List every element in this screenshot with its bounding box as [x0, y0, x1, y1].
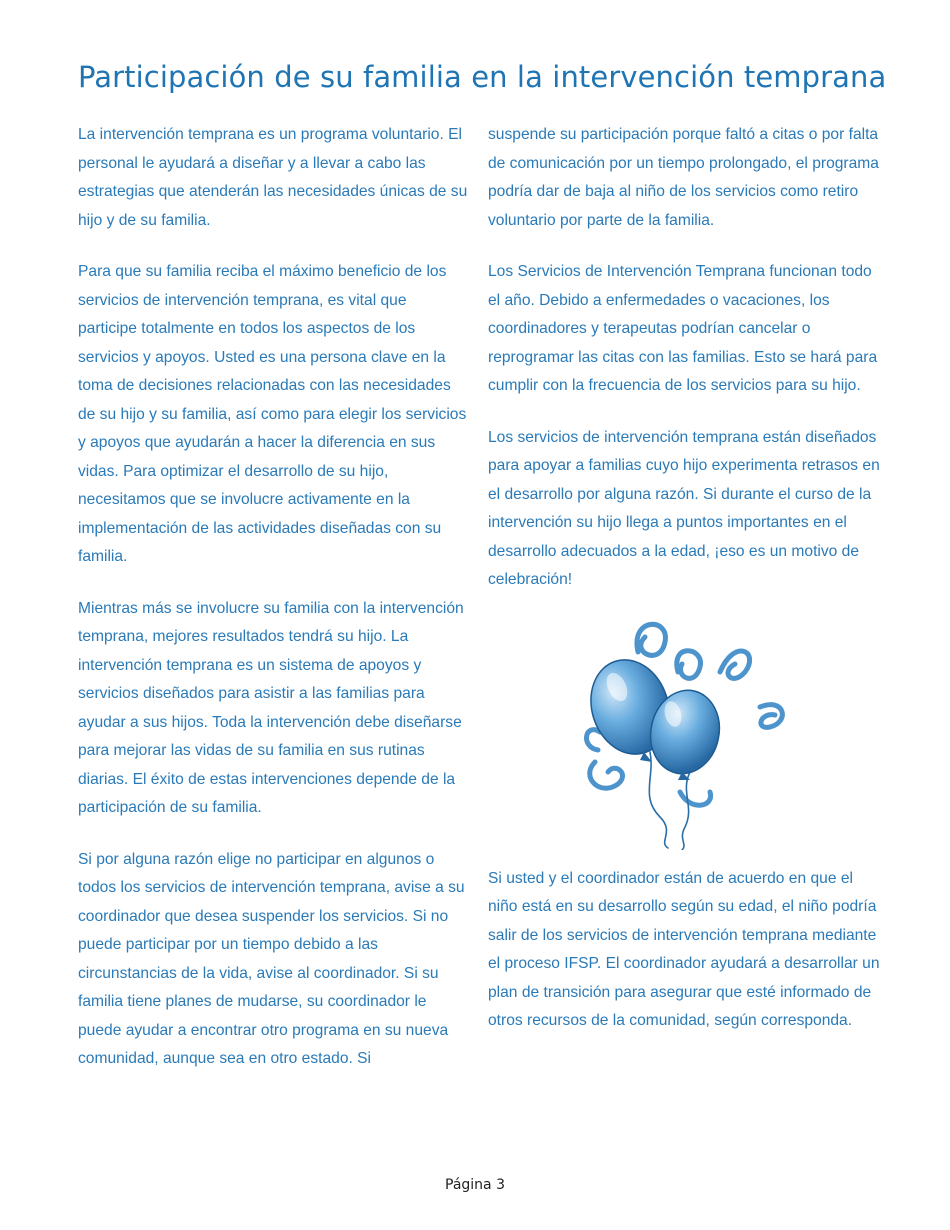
left-column	[78, 121, 468, 1097]
paragraph: Si usted y el coordinador están de acuerdo en que el niño está en su desarrollo según su edad, el niño podría salir de los servicios de intervención temprana mediante el proceso IFSP. El coordinador ayudará a desarrollar un plan de transición para asegurar que esté informado de otros recursos de la comunidad, según corresponda.	[488, 869, 880, 1029]
balloons-illustration	[560, 612, 860, 850]
paragraph: Los Servicios de Intervención Temprana funcionan todo el año. Debido a enfermedades o vacaciones, los coordinadores y terapeutas podrían cancelar o reprogramar las citas con las familias. Esto se hará para cumplir con la frecuencia de los servicios para su hijo.	[488, 263, 878, 394]
balloons-icon	[560, 612, 860, 850]
paragraph: Los servicios de intervención temprana están diseñados para apoyar a familias cuyo hijo experimenta retrasos en el desarrollo por alguna razón. Si durante el curso de la intervención su hijo llega a puntos importantes en el desarrollo adecuados a la edad, ¡eso es un motivo de celebración!	[488, 428, 880, 588]
paragraph: suspende su participación porque faltó a citas o por falta de comunicación por un tiempo prolongado, el programa podría dar de baja al niño de los servicios como retiro voluntario por parte de la familia.	[488, 126, 879, 229]
page-title: Participación de su familia en la intervención temprana	[78, 60, 887, 94]
paragraph: La intervención temprana es un programa voluntario. El personal le ayudará a diseñar y a llevar a cabo las estrategias que atenderán las necesidades únicas de su hijo y de su familia.	[78, 126, 468, 229]
paragraph: Mientras más se involucre su familia con la intervención temprana, mejores resultados tendrá su hijo. La intervención temprana es un sistema de apoyos y servicios diseñados para asistir a las familias para ayudar a sus hijos. Toda la intervención debe diseñarse para mejorar las vidas de su familia en sus rutinas diarias. El éxito de estas intervenciones depende de la participación de su familia.	[78, 599, 464, 816]
page-number: Página 3	[445, 1177, 505, 1193]
paragraph: Si por alguna razón elige no participar en algunos o todos los servicios de intervención temprana, avise a su coordinador que desea suspender los servicios. Si no puede participar por un tiempo debido a las circunstancias de la vida, avise al coordinador. Si su familia tiene planes de mudarse, su coordinador le puede ayudar a encontrar otro programa en su nueva comunidad, aunque sea en otro estado. Si	[78, 850, 465, 1067]
paragraph: Para que su familia reciba el máximo beneficio de los servicios de intervención temprana, es vital que participe totalmente en todos los aspectos de los servicios y apoyos. Usted es una persona clave en la toma de decisiones relacionadas con las necesidades de su hijo y su familia, así como para elegir los servicios y apoyos que ayudarán a hacer la diferencia en sus vidas. Para optimizar el desarrollo de su hijo, necesitamos que se involucre activamente en la implementación de las actividades diseñadas con su familia.	[78, 263, 467, 565]
right-column	[488, 121, 880, 1059]
